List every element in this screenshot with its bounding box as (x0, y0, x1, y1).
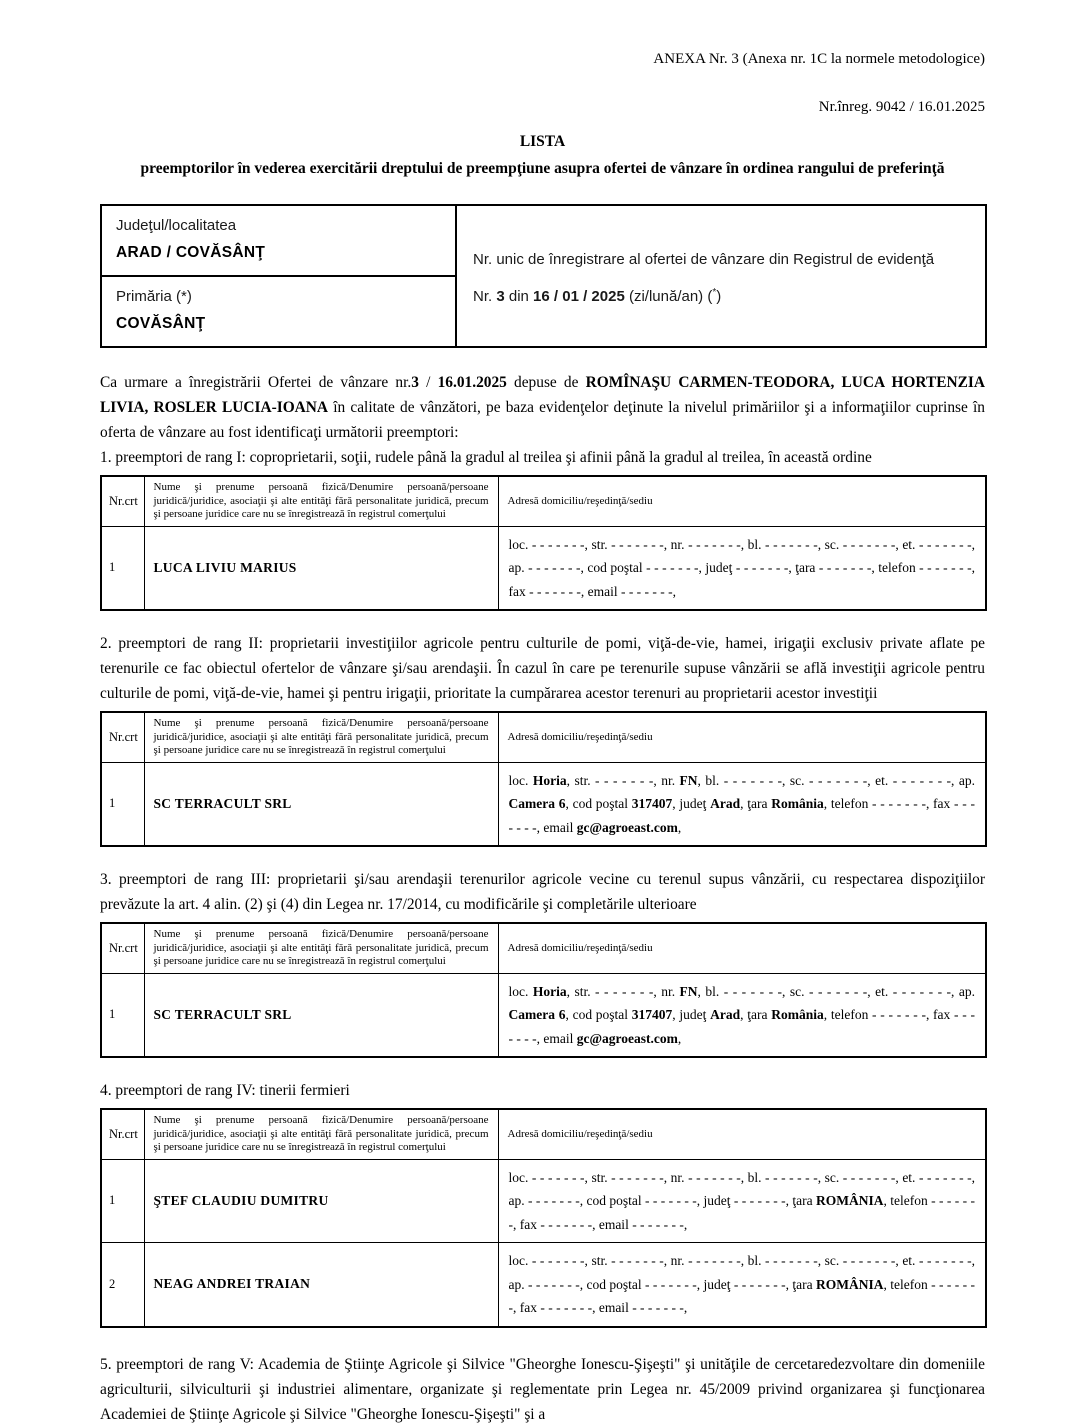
preemptor-name: SC TERRACULT SRL (144, 762, 498, 846)
preemptors-table-rank-1 (100, 475, 987, 611)
row-number: 2 (101, 1243, 144, 1327)
col-header-name: Nume şi prenume persoană fizică/Denumire persoană/persoane juridică/juridice, asociaţii şi alte entităţi fără personalitate juridică, precum şi persoane juridice care nu se înregistrează în registrul comerţului (144, 1109, 498, 1159)
col-header-nr: Nr.crt (101, 1109, 144, 1159)
col-header-name: Nume şi prenume persoană fizică/Denumire persoană/persoane juridică/juridice, asociaţii şi alte entităţi fără personalitate juridică, precum şi persoane juridice care nu se înregistrează în registrul comerţului (144, 712, 498, 762)
preemptor-address: loc. - - - - - - -, str. - - - - - - -, nr. - - - - - - -, bl. - - - - - - -, sc. - - - - - - -, et. - - - - - - -, ap. - - - - - - -, cod poştal - - - - - - -, judeţ - - - - - - -, ţara ROMÂNIA, telefon - - - - - - -, fax - - - - - - -, email - - - - - - -, (498, 1159, 986, 1243)
section-4-heading: 4. preemptori de rang IV: tinerii fermieri (100, 1082, 350, 1099)
registration-info-table (100, 204, 987, 348)
footnote-paren-open: ( (707, 288, 713, 305)
primaria-cell (101, 276, 456, 347)
document-title: LISTA (519, 133, 566, 150)
preemptor-address: loc. Horia, str. - - - - - - -, nr. FN, bl. - - - - - - -, sc. - - - - - - -, et. - - - - - - -, ap. Camera 6, cod poştal 317407, judeţ Arad, ţara România, telefon - - - - - - -, fax - - - - - - -, email gc@agroeast.com, (498, 762, 986, 846)
table-header-row (101, 1109, 986, 1159)
table-header-row (101, 712, 986, 762)
preemptors-table-rank-4 (100, 1108, 987, 1328)
table-header-row (101, 923, 986, 973)
table-row (101, 973, 986, 1057)
table-row (101, 762, 986, 846)
col-header-nr: Nr.crt (101, 923, 144, 973)
preemptors-table-rank-3 (100, 922, 987, 1058)
col-header-name: Nume şi prenume persoană fizică/Denumire persoană/persoane juridică/juridice, asociaţii şi alte entităţi fără personalitate juridică, precum şi persoane juridice care nu se înregistrează în registrul comerţului (144, 476, 498, 526)
offer-number-text: Nr. 3 din 16 / 01 / 2025 (zi/lună/an) (473, 288, 708, 305)
preemptor-address: loc. - - - - - - -, str. - - - - - - -, nr. - - - - - - -, bl. - - - - - - -, sc. - - - - - - -, et. - - - - - - -, ap. - - - - - - -, cod poştal - - - - - - -, judeţ - - - - - - -, ţara ROMÂNIA, telefon - - - - - - -, fax - - - - - - -, email - - - - - - -, (498, 1243, 986, 1327)
county-label: Judeţul/localitatea (116, 217, 237, 234)
col-header-address: Adresă domiciliu/reşedinţă/sediu (498, 1109, 986, 1159)
preemptor-name: SC TERRACULT SRL (144, 973, 498, 1057)
primaria-label: Primăria (*) (116, 288, 192, 305)
row-number: 1 (101, 1159, 144, 1243)
footnote-star: * (712, 287, 717, 298)
county-cell (101, 205, 456, 276)
section-3-heading: 3. preemptori de rang III: proprietarii şi/sau arendaşii terenurilor agricole vecine cu terenul supus vânzării, cu respectarea dispoziţiilor prevăzute la art. 4 alin. (2) şi (4) din Legea nr. 17/2014, cu modificările şi completările ulterioare (100, 871, 985, 913)
offer-registration-cell (456, 205, 986, 347)
row-number: 1 (101, 973, 144, 1057)
section-2-heading: 2. preemptori de rang II: proprietarii investiţiilor agricole pentru culturile de pomi, viţă-de-vie, hamei, irigaţii exclusiv private aflate pe terenurile ce fac obiectul ofertelor de vânzare şi/sau arendaşii. În cazul în care pe terenurile supuse vânzării se află investiţii agricole pentru culturile de pomi, viţă-de-vie, hamei şi pentru irigaţii, prioritate la cumpărarea acestor terenuri au proprietarii acestor investiţii (100, 635, 985, 702)
intro-paragraph: Ca urmare a înregistrării Ofertei de vânzare nr.3 / 16.01.2025 depuse de ROMÎNAŞU CARMEN-TEODORA, LUCA HORTENZIA LIVIA, ROSLER LUCIA-IOANA în calitate de vânzători, pe baza evidenţelor deţinute la nivelul primăriilor şi a informaţiilor cuprinse în oferta de vânzare au fost identificaţi următorii preemptori: (100, 374, 985, 441)
section-1-heading: 1. preemptori de rang I: coproprietarii, soţii, rudele până la gradul al treilea şi afinii până la gradul al treilea, în această ordine (100, 449, 872, 466)
section-5-heading: 5. preemptori de rang V: Academia de Ştiinţe Agricole şi Silvice "Gheorghe Ionescu-Şişeşti" şi unităţile de cercetaredezvoltare din domeniile agriculturii, silviculturii şi industriei alimentare, organizate şi reglementate prin Legea nr. 45/2009 privind organizarea şi funcţionarea Academiei de Ştiinţe Agricole şi Silvice "Gheorghe Ionescu-Şişeşti" şi a (100, 1355, 985, 1423)
preemptor-address: loc. Horia, str. - - - - - - -, nr. FN, bl. - - - - - - -, sc. - - - - - - -, et. - - - - - - -, ap. Camera 6, cod poştal 317407, judeţ Arad, ţara România, telefon - - - - - - -, fax - - - - - - -, email gc@agroeast.com, (498, 973, 986, 1057)
primaria-value: COVĂSÂNŢ (116, 315, 206, 332)
offer-registration-number (473, 285, 969, 309)
preemptor-address: loc. - - - - - - -, str. - - - - - - -, nr. - - - - - - -, bl. - - - - - - -, sc. - - - - - - -, et. - - - - - - -, ap. - - - - - - -, cod poştal - - - - - - -, judeţ - - - - - - -, ţara - - - - - - -, telefon - - - - - - -, fax - - - - - - -, email - - - - - - -, (498, 526, 986, 610)
col-header-address: Adresă domiciliu/reşedinţă/sediu (498, 923, 986, 973)
preemptor-name: ŞTEF CLAUDIU DUMITRU (144, 1159, 498, 1243)
row-number: 1 (101, 526, 144, 610)
table-row (101, 1159, 986, 1243)
table-row (101, 1243, 986, 1327)
intro-block (100, 370, 985, 470)
col-header-name: Nume şi prenume persoană fizică/Denumire persoană/persoane juridică/juridice, asociaţii şi alte entităţi fără personalitate juridică, precum şi persoane juridice care nu se înregistrează în registrul comerţului (144, 923, 498, 973)
col-header-nr: Nr.crt (101, 712, 144, 762)
col-header-address: Adresă domiciliu/reşedinţă/sediu (498, 712, 986, 762)
document-subtitle: preemptorilor în vederea exercitării dreptului de preempţiune asupra ofertei de vânzare în ordinea rangului de preferinţă (140, 160, 945, 177)
registration-number-line: Nr.înreg. 9042 / 16.01.2025 (818, 99, 985, 115)
col-header-nr: Nr.crt (101, 476, 144, 526)
row-number: 1 (101, 762, 144, 846)
table-header-row (101, 476, 986, 526)
preemptors-table-rank-2 (100, 711, 987, 847)
preemptor-name: NEAG ANDREI TRAIAN (144, 1243, 498, 1327)
info-row-county (101, 205, 986, 276)
footnote-paren-close: ) (716, 288, 722, 305)
col-header-address: Adresă domiciliu/reşedinţă/sediu (498, 476, 986, 526)
preemptor-name: LUCA LIVIU MARIUS (144, 526, 498, 610)
table-row (101, 526, 986, 610)
county-value: ARAD / COVĂSÂNŢ (116, 244, 266, 261)
offer-registration-label: Nr. unic de înregistrare al ofertei de vânzare din Registrul de evidenţă (473, 251, 935, 268)
anexa-line: ANEXA Nr. 3 (Anexa nr. 1C la normele metodologice) (653, 51, 985, 67)
